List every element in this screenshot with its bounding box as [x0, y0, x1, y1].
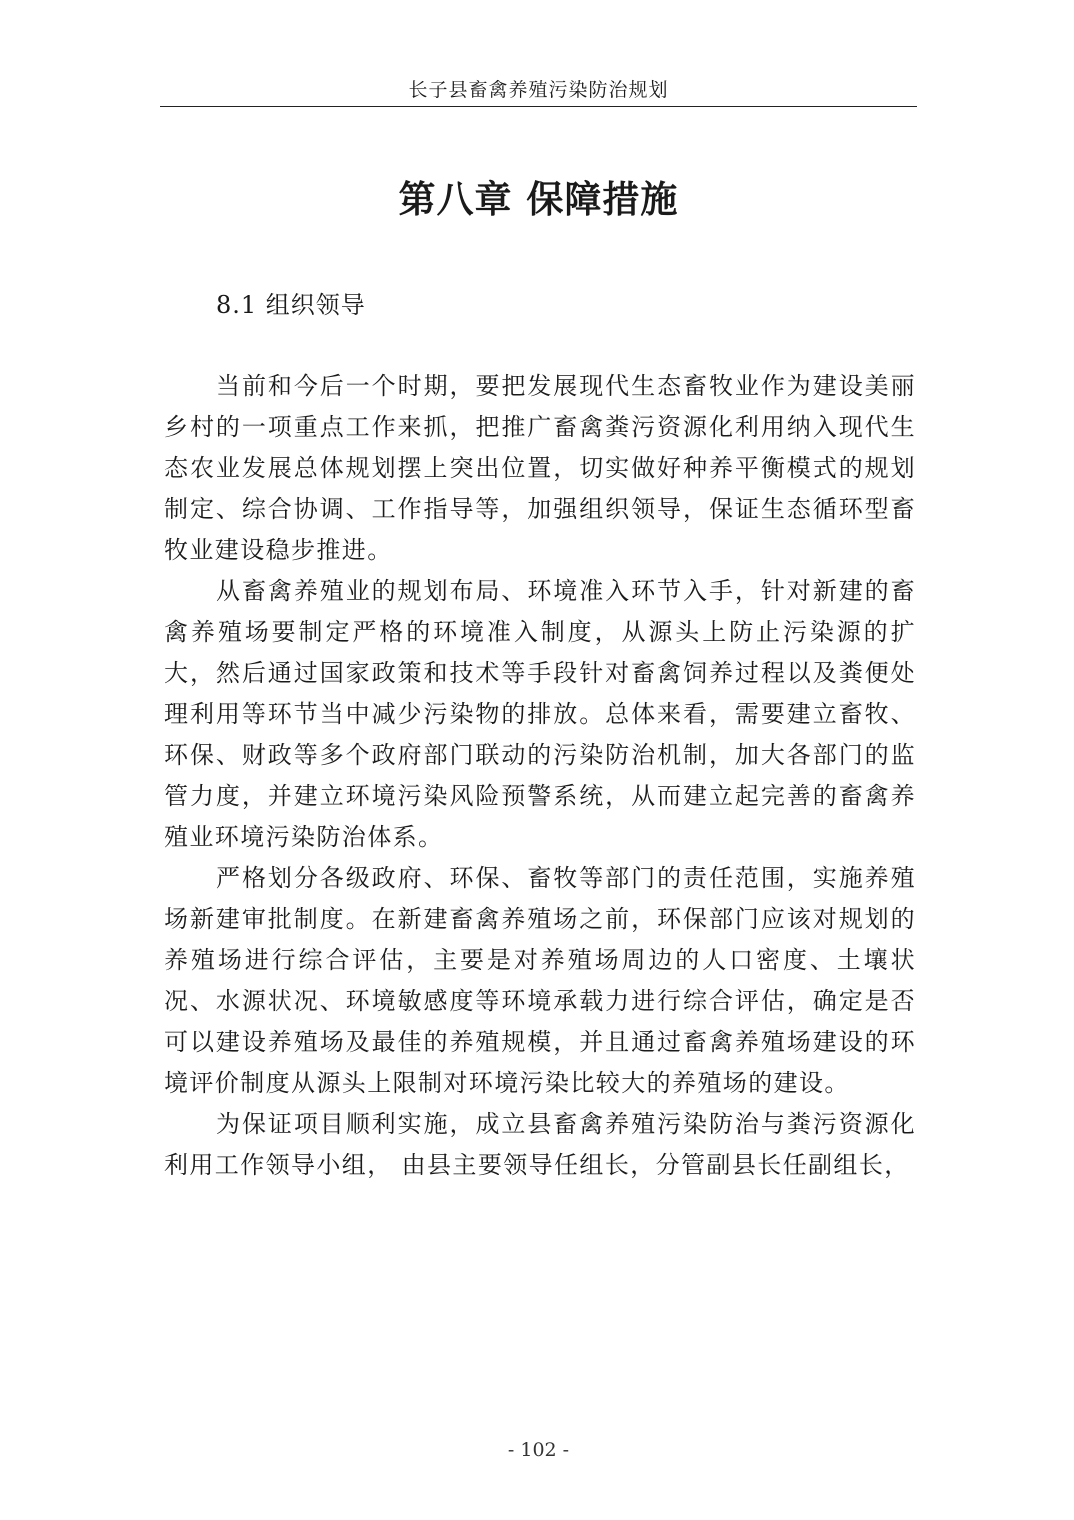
header-rule — [160, 106, 917, 107]
body-text — [164, 366, 916, 1186]
page-number: - 102 - — [507, 1439, 570, 1461]
chapter-title: 第八章 保障措施 — [398, 178, 679, 221]
running-header: 长子县畜禽养殖污染防治规划 — [408, 79, 669, 101]
paragraph-2: 从畜禽养殖业的规划布局、环境准入环节入手，针对新建的畜禽养殖场要制定严格的环境准入制度，从源头上防止污染源的扩大，然后通过国家政策和技术等手段针对畜禽饲养过程以及粪便处理利用等环节当中减少污染物的排放。总体来看，需要建立畜牧、环保、财政等多个政府部门联动的污染防治机制，加大各部门的监管力度，并建立环境污染风险预警系统，从而建立起完善的畜禽养殖业环境污染防治体系。 — [164, 577, 916, 851]
paragraph-1: 当前和今后一个时期，要把发展现代生态畜牧业作为建设美丽乡村的一项重点工作来抓，把推广畜禽粪污资源化利用纳入现代生态农业发展总体规划摆上突出位置，切实做好种养平衡模式的规划制定、综合协调、工作指导等，加强组织领导，保证生态循环型畜牧业建设稳步推进。 — [164, 372, 916, 564]
paragraph-4: 为保证项目顺利实施，成立县畜禽养殖污染防治与粪污资源化利用工作领导小组， 由县主要领导任组长，分管副县长任副组长， — [164, 1110, 916, 1179]
paragraph-3: 严格划分各级政府、环保、畜牧等部门的责任范围，实施养殖场新建审批制度。在新建畜禽养殖场之前，环保部门应该对规划的养殖场进行综合评估，主要是对养殖场周边的人口密度、土壤状况、水源状况、环境敏感度等环境承载力进行综合评估，确定是否可以建设养殖场及最佳的养殖规模，并且通过畜禽养殖场建设的环境评价制度从源头上限制对环境污染比较大的养殖场的建设。 — [164, 864, 916, 1097]
section-heading: 8.1 组织领导 — [216, 291, 366, 319]
